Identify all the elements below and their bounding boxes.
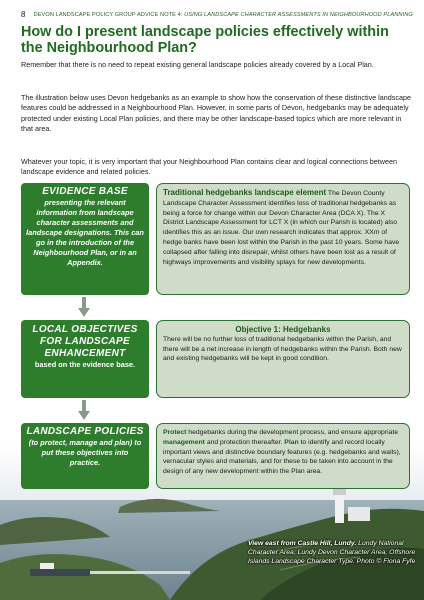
evidence-panel: [156, 183, 410, 295]
page-title: How do I present landscape policies effectively within the Neighbourhood Plan?: [21, 24, 389, 56]
page-number: 8: [21, 10, 26, 19]
evidence-panel-heading: Traditional hedgebanks landscape element: [163, 188, 327, 197]
objective-panel: [156, 320, 410, 398]
policy-text-3: to identify and record locally important views and distinctive boundary features (e.g. hedgebanks and walls), vernacular styles and materials, and for these to be taken into account in the design of any new development within the Plan area.: [163, 438, 401, 476]
policy-text-2: and protection thereafter.: [204, 438, 285, 446]
running-title: DEVON LANDSCAPE POLICY GROUP ADVICE NOTE 4:: [33, 12, 185, 18]
local-objectives-heading: LOCAL OBJECTIVES FOR LANDSCAPE ENHANCEMENT: [32, 324, 138, 359]
local-objectives-description: based on the evidence base.: [34, 360, 136, 369]
running-header: [21, 10, 411, 19]
policy-keyword-plan: Plan: [284, 438, 299, 446]
policy-text-1: hedgebanks during the development process, and ensure appropriate: [186, 429, 399, 436]
intro-paragraph-1: Remember that there is no need to repeat existing general landscape policies already covered by a Local Plan.: [21, 60, 374, 69]
objective-panel-heading: Objective 1: Hedgebanks: [235, 325, 331, 334]
photo-caption-text: Lundy National Character Area; Lundy Devon Character Area; Offshore Islands Landscape Character Type. Photo © Fiona Fyfe: [248, 540, 416, 565]
arrow-down-icon: [78, 400, 90, 420]
photo-caption-title: View east from Castle Hill, Lundy.: [248, 540, 357, 547]
evidence-base-heading: EVIDENCE BASE: [42, 186, 128, 197]
objective-panel-text: There will be no further loss of traditional hedgebanks within the Parish, and there will be a net increase in length of hedgebanks within the Parish. Both new and existing hedgebanks will be kept in good condition.: [163, 335, 402, 363]
intro-paragraph-2: The illustration below uses Devon hedgebanks as an example to show how the conservation of these distinctive landscape features could be addressed in a Neighbourhood Plan. However, in some parts of Devon, hedgebanks may be adequately protected under existing Local Plan policies, and there may be other landscape-based topics which are more relevant in that area.: [21, 93, 411, 134]
arrow-down-icon: [78, 297, 90, 317]
landscape-policies-heading: LANDSCAPE POLICIES: [26, 426, 144, 437]
policy-keyword-protect: Protect: [163, 429, 187, 436]
photo-caption: [248, 539, 418, 566]
intro-paragraph-3: Whatever your topic, it is very important that your Neighbourhood Plan contains clear and logical connections between landscape evidence and related policies.: [21, 157, 397, 177]
policy-panel: [156, 423, 410, 489]
landscape-policies-box: [21, 423, 149, 489]
policy-keyword-management: management: [163, 438, 205, 446]
landscape-policies-description: (to protect, manage and plan) to put these objectives into practice.: [28, 438, 142, 467]
evidence-base-box: [21, 183, 149, 295]
evidence-base-description: presenting the relevant information from landscape character assessments and landscape designations. This can go in the introduction of the Neighbourhood Plan, or in an Appendix.: [26, 198, 144, 267]
evidence-panel-text: The Devon County Landscape Character Assessment identifies loss of traditional hedgebanks as being a force for change within our Devon Character Area (DCA X). The X District Landscape Assessment for LCT X (in which our Parish is located) also identifies this as an issue. Our own research indicates that approx. XXm of hedge banks have been lost within the Parish in the past 10 years. Some have collapsed after falling into disrepair, whilst others have been lost as a result of highways improvements and visibility splays for new developments.: [163, 190, 400, 266]
local-objectives-box: [21, 320, 149, 398]
running-title-italic: USING LANDSCAPE CHARACTER ASSESSMENTS IN NEIGHBOURHOOD PLANNING: [184, 12, 413, 18]
